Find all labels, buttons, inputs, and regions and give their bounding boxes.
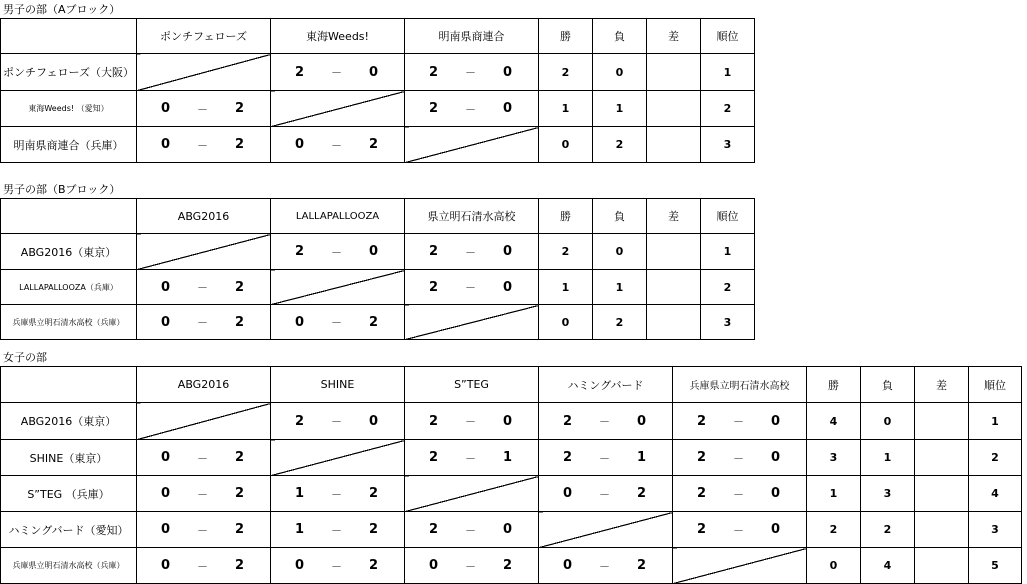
self-match-cell [271, 270, 405, 305]
team-header: ハミングバード [539, 367, 673, 403]
header-row [1, 199, 755, 234]
score-dash: － [331, 245, 342, 259]
score-cell [137, 548, 271, 584]
score-for: 2 [429, 101, 439, 116]
block-b-caption: 男子の部（Bブロック） [3, 183, 121, 196]
score-dash: － [733, 451, 744, 465]
corner-cell [1, 19, 137, 54]
loss-header: 負 [861, 367, 915, 403]
score-dash: － [197, 451, 208, 465]
score-dash: － [465, 559, 476, 573]
score-against: 2 [234, 137, 244, 152]
win-cell: 1 [539, 91, 593, 127]
score-against: 1 [636, 450, 646, 465]
rank-cell: 3 [701, 305, 755, 340]
score-dash: － [331, 559, 342, 573]
team-name: 東海Weeds! （愛知） [1, 91, 137, 127]
diff-cell [647, 91, 701, 127]
score-against: 2 [636, 486, 646, 501]
rank-cell: 2 [701, 91, 755, 127]
rank-header: 順位 [701, 19, 755, 54]
score-against: 2 [234, 279, 244, 295]
diff-cell [647, 270, 701, 305]
self-match-cell [405, 127, 539, 163]
self-match-cell [673, 548, 807, 584]
block-a-caption: 男子の部（Aブロック） [3, 3, 121, 16]
diff-cell [915, 440, 969, 476]
score-for: 0 [295, 314, 305, 330]
score-for: 2 [295, 64, 305, 80]
loss-cell: 0 [593, 54, 647, 91]
rank-cell: 1 [701, 54, 755, 91]
score-against: 2 [368, 137, 378, 152]
score-against: 2 [502, 558, 512, 573]
score-cell [673, 440, 807, 476]
diff-header: 差 [915, 367, 969, 403]
loss-cell: 1 [593, 91, 647, 127]
header-row [1, 367, 1022, 403]
win-header: 勝 [539, 19, 593, 54]
score-against: 2 [368, 558, 378, 573]
score-against: 0 [636, 413, 646, 429]
score-against: 0 [502, 279, 512, 295]
score-cell [137, 440, 271, 476]
table-row [1, 476, 1022, 512]
team-name: 兵庫県立明石清水高校（兵庫） [1, 548, 137, 584]
score-for: 2 [429, 64, 439, 80]
rank-header: 順位 [701, 199, 755, 234]
score-dash: － [331, 66, 342, 79]
score-for: 0 [295, 137, 305, 152]
score-for: 2 [697, 522, 707, 537]
score-cell [673, 403, 807, 440]
score-cell [271, 305, 405, 340]
diff-cell [915, 548, 969, 584]
win-header: 勝 [807, 367, 861, 403]
table-row [1, 403, 1022, 440]
team-name: S”TEG （兵庫） [1, 476, 137, 512]
win-cell: 1 [807, 476, 861, 512]
score-dash: － [733, 415, 744, 428]
win-cell: 2 [539, 234, 593, 270]
corner-cell [1, 367, 137, 403]
self-match-cell [137, 54, 271, 91]
score-dash: － [599, 487, 610, 501]
loss-cell: 4 [861, 548, 915, 584]
score-for: 2 [697, 450, 707, 465]
score-against: 2 [234, 450, 244, 465]
score-cell [271, 54, 405, 91]
score-against: 0 [502, 244, 512, 259]
score-for: 0 [161, 558, 171, 573]
score-against: 0 [502, 522, 512, 537]
score-dash: － [599, 451, 610, 465]
score-for: 0 [563, 558, 573, 573]
team-header: 兵庫県立明石清水高校 [673, 367, 807, 403]
win-header: 勝 [539, 199, 593, 234]
score-cell [673, 512, 807, 548]
self-match-cell [137, 403, 271, 440]
score-for: 0 [563, 486, 573, 501]
team-name: ハミングバード（愛知） [1, 512, 137, 548]
score-cell [539, 403, 673, 440]
score-dash: － [331, 415, 342, 428]
self-match-cell [405, 305, 539, 340]
score-dash: － [197, 281, 208, 294]
win-cell: 0 [539, 127, 593, 163]
diff-cell [647, 234, 701, 270]
team-header: 県立明石清水高校 [405, 199, 539, 234]
score-against: 0 [770, 413, 780, 429]
table-row [1, 440, 1022, 476]
win-cell: 2 [807, 512, 861, 548]
score-against: 2 [636, 558, 646, 573]
score-for: 2 [563, 450, 573, 465]
team-header: SHINE [271, 367, 405, 403]
score-for: 2 [429, 450, 439, 465]
score-against: 0 [770, 486, 780, 501]
table-row [1, 234, 755, 270]
rank-cell: 5 [969, 548, 1022, 584]
score-dash: － [465, 102, 476, 116]
score-dash: － [465, 66, 476, 79]
diff-cell [647, 54, 701, 91]
score-dash: － [197, 102, 208, 116]
score-cell [137, 305, 271, 340]
team-header: ABG2016 [137, 367, 271, 403]
score-against: 2 [234, 101, 244, 116]
score-cell [405, 512, 539, 548]
team-name: 明南県商連合（兵庫） [1, 127, 137, 163]
score-dash: － [465, 523, 476, 537]
table-row [1, 54, 755, 91]
self-match-cell [137, 234, 271, 270]
score-against: 0 [368, 244, 378, 259]
score-cell [405, 440, 539, 476]
team-header: S”TEG [405, 367, 539, 403]
score-dash: － [465, 451, 476, 465]
score-dash: － [197, 523, 208, 537]
score-against: 0 [368, 413, 378, 429]
women-table [0, 366, 1022, 584]
score-cell [673, 476, 807, 512]
team-header: 東海Weeds! [271, 19, 405, 54]
score-against: 0 [770, 522, 780, 537]
loss-cell: 2 [861, 512, 915, 548]
score-dash: － [733, 523, 744, 537]
score-dash: － [197, 138, 208, 152]
score-for: 2 [697, 413, 707, 429]
self-match-cell [271, 91, 405, 127]
self-match-cell [405, 476, 539, 512]
score-for: 2 [697, 486, 707, 501]
table-row [1, 512, 1022, 548]
loss-cell: 0 [861, 403, 915, 440]
loss-cell: 2 [593, 305, 647, 340]
score-cell [137, 270, 271, 305]
score-against: 0 [502, 101, 512, 116]
score-cell [539, 548, 673, 584]
rank-cell: 3 [969, 512, 1022, 548]
score-cell [405, 91, 539, 127]
score-for: 2 [563, 413, 573, 429]
team-header: ABG2016 [137, 199, 271, 234]
score-against: 2 [234, 486, 244, 501]
score-dash: － [599, 559, 610, 573]
score-against: 2 [234, 522, 244, 537]
diff-cell [915, 512, 969, 548]
score-against: 0 [502, 413, 512, 429]
team-name: LALLAPALLOOZA（兵庫） [1, 270, 137, 305]
loss-cell: 1 [593, 270, 647, 305]
score-for: 2 [429, 279, 439, 295]
diff-cell [915, 476, 969, 512]
win-cell: 0 [807, 548, 861, 584]
rank-cell: 4 [969, 476, 1022, 512]
loss-cell: 3 [861, 476, 915, 512]
rank-cell: 1 [701, 234, 755, 270]
score-cell [271, 512, 405, 548]
score-cell [539, 476, 673, 512]
header-row [1, 19, 755, 54]
team-name: ABG2016（東京） [1, 403, 137, 440]
loss-cell: 0 [593, 234, 647, 270]
score-for: 2 [429, 413, 439, 429]
score-for: 0 [161, 279, 171, 295]
rank-cell: 2 [969, 440, 1022, 476]
score-cell [271, 403, 405, 440]
score-for: 0 [429, 558, 439, 573]
score-for: 0 [161, 314, 171, 330]
score-cell [405, 548, 539, 584]
diff-cell [647, 127, 701, 163]
table-row [1, 127, 755, 163]
loss-header: 負 [593, 199, 647, 234]
score-cell [405, 270, 539, 305]
score-dash: － [197, 316, 208, 329]
score-dash: － [331, 316, 342, 329]
score-for: 0 [295, 558, 305, 573]
score-for: 0 [161, 101, 171, 116]
score-cell [271, 127, 405, 163]
win-cell: 3 [807, 440, 861, 476]
score-against: 2 [368, 486, 378, 501]
diff-header: 差 [647, 199, 701, 234]
score-for: 2 [295, 244, 305, 259]
self-match-cell [539, 512, 673, 548]
table-row [1, 270, 755, 305]
score-for: 0 [161, 450, 171, 465]
team-name: 兵庫県立明石清水高校（兵庫） [1, 305, 137, 340]
loss-header: 負 [593, 19, 647, 54]
score-cell [137, 476, 271, 512]
score-for: 2 [429, 244, 439, 259]
win-cell: 0 [539, 305, 593, 340]
score-dash: － [331, 138, 342, 152]
score-against: 0 [502, 64, 512, 80]
score-dash: － [465, 245, 476, 259]
corner-cell [1, 199, 137, 234]
win-cell: 1 [539, 270, 593, 305]
team-header: 明南県商連合 [405, 19, 539, 54]
self-match-cell [271, 440, 405, 476]
women-caption: 女子の部 [3, 351, 47, 364]
rank-cell: 3 [701, 127, 755, 163]
team-name: ポンチフェローズ（大阪） [1, 54, 137, 91]
team-header: ポンチフェローズ [137, 19, 271, 54]
table-row [1, 91, 755, 127]
score-against: 2 [368, 522, 378, 537]
table-row [1, 305, 755, 340]
score-cell [271, 548, 405, 584]
score-dash: － [197, 559, 208, 573]
score-cell [405, 234, 539, 270]
score-against: 1 [502, 450, 512, 465]
score-cell [137, 512, 271, 548]
score-for: 0 [161, 137, 171, 152]
score-dash: － [465, 281, 476, 294]
block-b-table [0, 198, 755, 340]
score-dash: － [733, 487, 744, 501]
score-dash: － [197, 487, 208, 501]
win-cell: 4 [807, 403, 861, 440]
score-against: 0 [368, 64, 378, 80]
team-name: SHINE（東京） [1, 440, 137, 476]
score-cell [539, 440, 673, 476]
score-cell [271, 476, 405, 512]
block-a-table [0, 18, 755, 163]
score-for: 0 [161, 522, 171, 537]
score-cell [405, 403, 539, 440]
loss-cell: 2 [593, 127, 647, 163]
score-for: 1 [295, 486, 305, 501]
score-cell [271, 234, 405, 270]
score-against: 2 [368, 314, 378, 330]
score-for: 0 [161, 486, 171, 501]
score-for: 1 [295, 522, 305, 537]
rank-cell: 1 [969, 403, 1022, 440]
score-dash: － [599, 415, 610, 428]
score-against: 2 [234, 558, 244, 573]
score-against: 0 [770, 450, 780, 465]
score-for: 2 [429, 522, 439, 537]
diff-cell [915, 403, 969, 440]
win-cell: 2 [539, 54, 593, 91]
score-for: 2 [295, 413, 305, 429]
score-dash: － [331, 523, 342, 537]
rank-cell: 2 [701, 270, 755, 305]
score-cell [137, 127, 271, 163]
score-against: 2 [234, 314, 244, 330]
score-dash: － [331, 487, 342, 501]
diff-cell [647, 305, 701, 340]
team-name: ABG2016（東京） [1, 234, 137, 270]
diff-header: 差 [647, 19, 701, 54]
table-row [1, 548, 1022, 584]
score-cell [405, 54, 539, 91]
loss-cell: 1 [861, 440, 915, 476]
team-header: LALLAPALLOOZA [271, 199, 405, 234]
rank-header: 順位 [969, 367, 1022, 403]
score-dash: － [465, 415, 476, 428]
score-cell [137, 91, 271, 127]
